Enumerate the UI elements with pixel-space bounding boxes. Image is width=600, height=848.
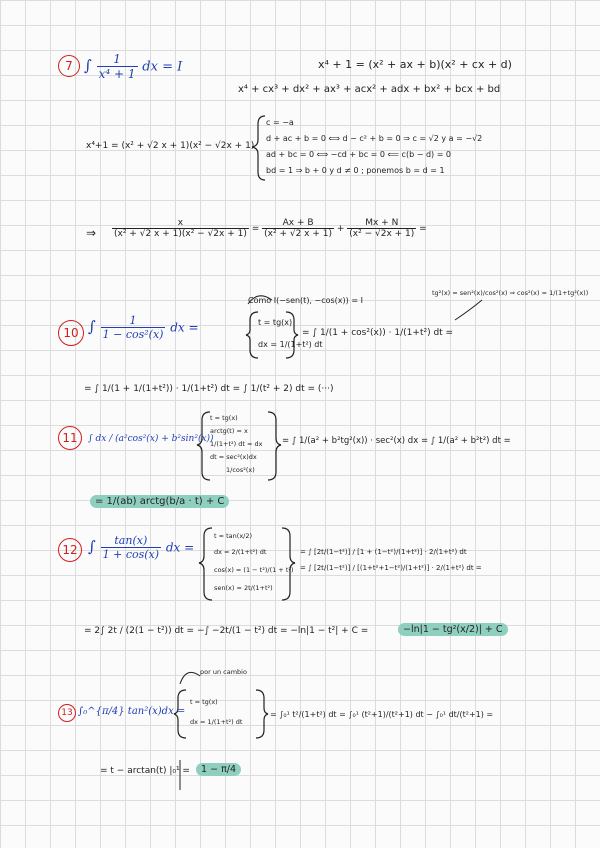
p7-factor: x⁴ + 1 = (x² + ax + b)(x² + cx + d) (318, 58, 512, 71)
p13-sub-2: dx = 1/(1+t²) dt (190, 718, 243, 726)
p13-integral: ∫₀^{π/4} tan²(x)dx = (78, 706, 186, 717)
p7-t1-den: (x² + √2 x + 1) (264, 229, 332, 239)
problem-number-10: 10 (58, 320, 84, 346)
p10-note2: tg²(x) = sen²(x)/cos²(x) ⇒ cos²(x) = 1/(1+tg²(x)) (432, 289, 589, 297)
p7-t2-num: Mx + N (347, 218, 416, 229)
p13-line2: = t − arctan(t) |₀¹ = (100, 766, 190, 776)
p12-sub-4: sen(x) = 2t/(1+t²) (214, 584, 273, 592)
p11-answer (90, 496, 229, 507)
p10-sub-1: t = tg(x) (258, 318, 293, 327)
p12-sub-2: dx = 2/(1+t²) dt (214, 548, 267, 556)
p10-int-den: 1 − cos²(x) (102, 328, 164, 341)
p11-sub-3: 1/(1+t²) dt = dx (210, 440, 263, 448)
p11-answer-highlight: = 1/(ab) arctg(b/a · t) + C (90, 495, 229, 508)
p12-sub-3: cos(x) = (1 − t²)/(1 + t²) (214, 566, 294, 574)
p10-int-num: 1 (101, 314, 166, 328)
problem-number-13: 13 (58, 704, 76, 722)
p11-sub-1: t = tg(x) (210, 414, 238, 422)
p11-rhs: = ∫ 1/(a² + b²tg²(x)) · sec²(x) dx = ∫ 1/(a² + b²t²) dt = (282, 436, 511, 446)
p7-frac-den: (x² + √2 x + 1)(x² − √2x + 1) (114, 229, 247, 239)
p10-integral: ∫ $\frac{1}{\text{1 − cos²(x)}}$ dx = (88, 314, 199, 341)
p13-sub-1: t = tg(x) (190, 698, 218, 706)
p11-integral: ∫ dx / (a²cos²(x) + b²sin²(x)) (88, 434, 214, 444)
p12-rhs-1: = ∫ [2t/(1−t²)] / [1 + (1−t²)/(1+t²)] · 2/(1+t²) dt (300, 548, 467, 556)
p12-int-den: 1 + cos(x) (102, 548, 160, 561)
problem-number-12: 12 (58, 538, 82, 562)
problem-number-11: 11 (58, 426, 82, 450)
p11-sub-2: arctg(t) = x (210, 427, 248, 435)
p7-implies: ⇒ (86, 226, 97, 240)
problem-number-7: 7 (58, 55, 80, 77)
p12-sub-1: t = tan(x/2) (214, 532, 253, 540)
p11-sub-4: dt = sec²(x)dx (210, 453, 257, 461)
p13-note: por un cambio (200, 668, 247, 676)
p12-line2: = 2∫ 2t / (2(1 − t²)) dt = −∫ −2t/(1 − t²) dt = −ln|1 − t²| + C = (84, 626, 369, 636)
p12-answer-highlight: −ln|1 − tg²(x/2)| + C (398, 623, 508, 636)
p7-lhs: x⁴+1 = (x² + √2 x + 1)(x² − √2x + 1) (86, 141, 255, 151)
p7-t1-num: Ax + B (262, 218, 334, 229)
p7-frac-num: x (112, 218, 249, 229)
p10-sub-2: dx = 1/(1+t²) dt (258, 340, 323, 349)
p13-answer-highlight: 1 − π/4 (196, 763, 241, 776)
p7-integral: ∫ $\frac{1}{\text{x⁴ + 1}}$ dx = I (84, 52, 183, 81)
p7-frac-main: $\frac{x}{\text{(x² + √2 x + 1)(x² − √2x + 1)}}$ = $\frac{Ax + B}{\text{(x² + √2 x + 1)}}$ + $\frac{Mx + N}{\text{(x² − √2x + 1)}}$ = (114, 218, 427, 239)
p12-int-num: tan(x) (101, 534, 161, 548)
p13-answer (196, 764, 241, 775)
p10-rhs: = ∫ 1/(1 + cos²(x)) · 1/(1+t²) dt = (302, 328, 454, 338)
p13-rhs: = ∫₀¹ t²/(1+t²) dt = ∫₀¹ (t²+1)/(t²+1) dt − ∫₀¹ dt/(t²+1) = (270, 710, 494, 719)
p12-rhs-2: = ∫ [2t/(1−t²)] / [(1+t²+1−t²)/(1+t²)] · 2/(1+t²) dt = (300, 564, 482, 572)
p10-note: Como I(−sen(t), −cos(x)) = I (248, 296, 363, 305)
p7-sys-3: ad + bc = 0 ⟺ −cd + bc = 0 ⟸ c(b − d) = 0 (266, 150, 452, 159)
p7-t2-den: (x² − √2x + 1) (349, 229, 415, 239)
p10-line2: = ∫ 1/(1 + 1/(1+t²)) · 1/(1+t²) dt = ∫ 1/(t² + 2) dt = (···) (84, 384, 334, 394)
p12-answer (398, 624, 508, 635)
p12-integral: ∫ $\frac{\tan(x)}{1 + \cos(x)}$ dx = (88, 534, 195, 561)
p11-sub-5: 1/cos²(x) (226, 466, 255, 474)
p7-expand: x⁴ + cx³ + dx² + ax³ + acx² + adx + bx² + bcx + bd (238, 84, 501, 95)
p7-sys-1: c = −a (266, 118, 294, 127)
p7-sys-2: d + ac + b = 0 ⟺ d − c² + b = 0 ⇒ c = √2 y a = −√2 (266, 134, 483, 143)
p7-sys-4: bd = 1 ⇒ b + 0 y d ≠ 0 ; ponemos b = d = 1 (266, 166, 445, 175)
